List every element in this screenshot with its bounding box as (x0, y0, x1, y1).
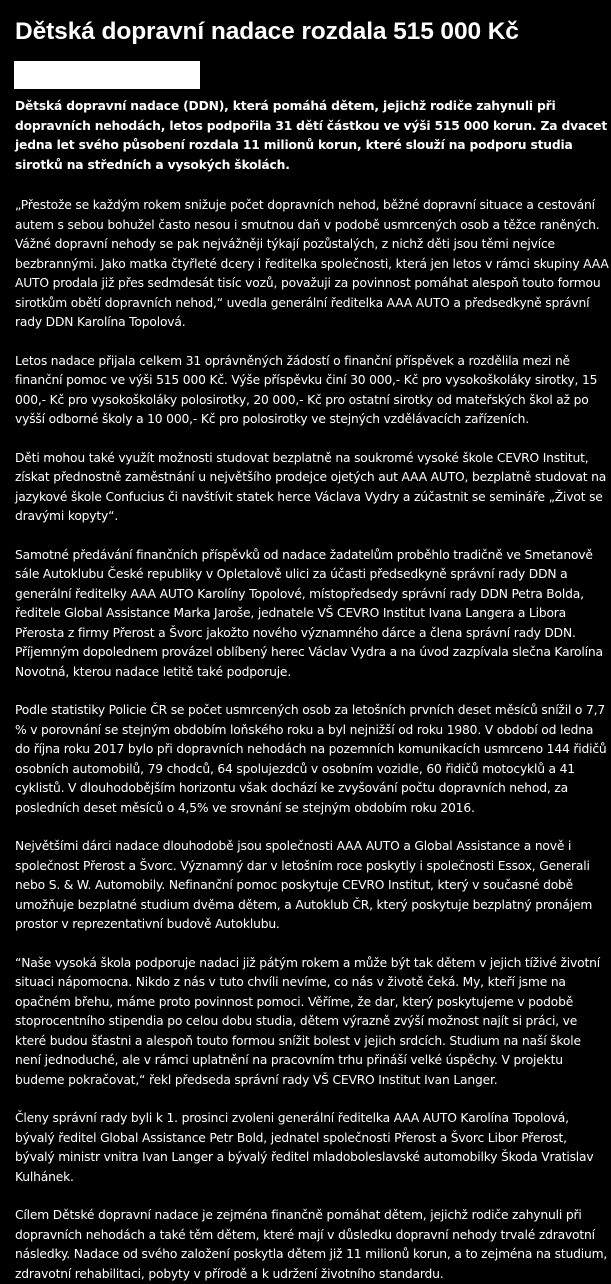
article (15, 16, 609, 1284)
article-paragraph: “Naše vysoká škola podporuje nadaci již pátým rokem a může být tak dětem v jejich tíživé životní situaci nápomocna. Nikdo z nás v tuto chvíli nevíme, co nás v životě čeká. My, kteří jsme na opačném břehu, máme proto povinnost pomoci. Věříme, že dar, který poskytujeme v podobě stoprocentního stipendia po celou dobu studia, dětem výrazně zvýší možnost najít si práci, ve které budou šťastni a alespoň touto formou snížit bolest v jejich srdcích. Studium na naší škole není jednoduché, ale v rámci uplatnění na pracovním trhu přináší velké úspěchy. V projektu budeme pokračovat,“ řekl předseda správní rady VŠ CEVRO Institut Ivan Langer. (15, 955, 600, 1087)
article-paragraph: Letos nadace přijala celkem 31 oprávněných žádostí o finanční příspěvek a rozdělila mezi ně finanční pomoc ve výši 515 000 Kč. Výše příspěvku činí 30 000,- Kč pro vysokoškoláky sirotky, 15 000,- Kč pro vysokoškoláky polosirotky, 20 000,- Kč pro ostatní sirotky od mateřských škol až po vyšší odborné školy a 10 000,- Kč pro polosirotky ve stejných vzdělávacích zařízeních. (15, 353, 598, 426)
article-lead: Dětská dopravní nadace (DDN), která pomáhá dětem, jejichž rodiče zahynuli při dopravních nehodách, letos podpořila 31 dětí částkou ve výši 515 000 korun. Za dvacet jedna let svého působení rozdala 11 milionů korun, které slouží na podporu studia sirotků na středních a vysokých školách. (15, 99, 608, 172)
article-paragraph: Největšími dárci nadace dlouhodobě jsou společnosti AAA AUTO a Global Assistance a nově i společnost Přerost a Švorc. Významný dar v letošním roce poskytly i společnosti Essox, Generali nebo S. & W. Automobily. Nefinanční pomoc poskytuje CEVRO Institut, který v současné době umožňuje bezplatné studium dvěma dětem, a Autoklub ČR, který poskytuje bezplatný pronájem prostor v reprezentativní budově Autoklubu. (15, 839, 593, 931)
article-title: Dětská dopravní nadace rozdala 515 000 Kč (15, 18, 519, 45)
article-paragraph: „Přestože se každým rokem snižuje počet dopravních nehod, běžné dopravní situace a cestování autem s sebou bohužel často nesou i smutnou daň v podobě usmrcených osob a těžce raněných. Vážné dopravní nehody se pak nejvážněji týkají pozůstalých, z nichž děti jsou těmi nejvíce bezbrannými. Jako matka čtyřleté dcery i ředitelka společnosti, která jen letos v rámci skupiny AAA AUTO prodala již přes sedmdesát tisíc vozů, považuji za povinnost pomáhat alespoň touto formou sirotkům obětí dopravních nehod,“ uvedla generální ředitelka AAA AUTO a předsedkyně správní rady DDN Karolína Topolová. (15, 198, 609, 329)
article-paragraph: Děti mohou také využít možnosti studovat bezplatně na soukromé vysoké škole CEVRO Institut, získat přednostně zaměstnání u největšího prodejce ojetých aut AAA AUTO, bezplatně studovat na jazykové škole Confucius či navštívit statek herce Václava Vydry a zúčastnit se semináře „Život se dravými kopyty“. (15, 450, 607, 523)
article-paragraph: Členy správní rady byli k 1. prosinci zvoleni generální ředitelka AAA AUTO Karolína Topolová, bývalý ředitel Global Assistance Petr Bold, jednatel společnosti Přerost a Švorc Libor Přerost, bývalý ministr vnitra Ivan Langer a bývalý ředitel mladoboleslavské automobilky Škoda Vratislav Kulhánek. (15, 1111, 594, 1184)
article-paragraph: Cílem Dětské dopravní nadace je zejména finančně pomáhat dětem, jejichž rodiče zahynuli při dopravních nehodách a také těm dětem, které mají v důsledku dopravní nehody trvalé zdravotní následky. Nadace od svého založení poskytla dětem již 11 milionů korun, a to zejména na studium, zdravotní rehabilitaci, pobyty v přírodě a k udržení životního standardu. (15, 1208, 608, 1281)
article-paragraph: Podle statistiky Policie ČR se počet usmrcených osob za letošních prvních deset měsíců snížil o 7,7 % v porovnání se stejným obdobím loňského roku a byl nejnižší od roku 1980. V období od ledna do října roku 2017 bylo při dopravních nehodách na pozemních komunikacích usmrceno 144 řidičů osobních automobilů, 79 chodců, 64 spolujezdců v osobním vozidle, 60 řidičů motocyklů a 41 cyklistů. V dlouhodobějším horizontu však dochází ke zvyšování počtu dopravních nehod, za posledních deset měsíců o 4,5% ve srovnání se stejným obdobím roku 2016. (15, 703, 607, 815)
article-image-placeholder (14, 61, 200, 89)
article-paragraph: Samotné předávání finančních příspěvků od nadace žadatelům proběhlo tradičně ve Smetanově sále Autoklubu České republiky v Opletalově ulici za účasti předsedkyně správní rady DDN a generální ředitelky AAA AUTO Karolíny Topolové, místopředsedy správní rady DDN Petra Bolda, ředitele Global Assistance Marka Jaroše, jednatele VŠ CEVRO Institut Ivana Langera a Libora Přerosta z firmy Přerost a Švorc jakožto nového významného dárce a člena správní rady DDN. Příjemným dopolednem provázel oblíbený herec Václav Vydra a na úvod zazpívala slečna Karolína Novotná, kterou nadace letitě také podporuje. (15, 547, 603, 679)
